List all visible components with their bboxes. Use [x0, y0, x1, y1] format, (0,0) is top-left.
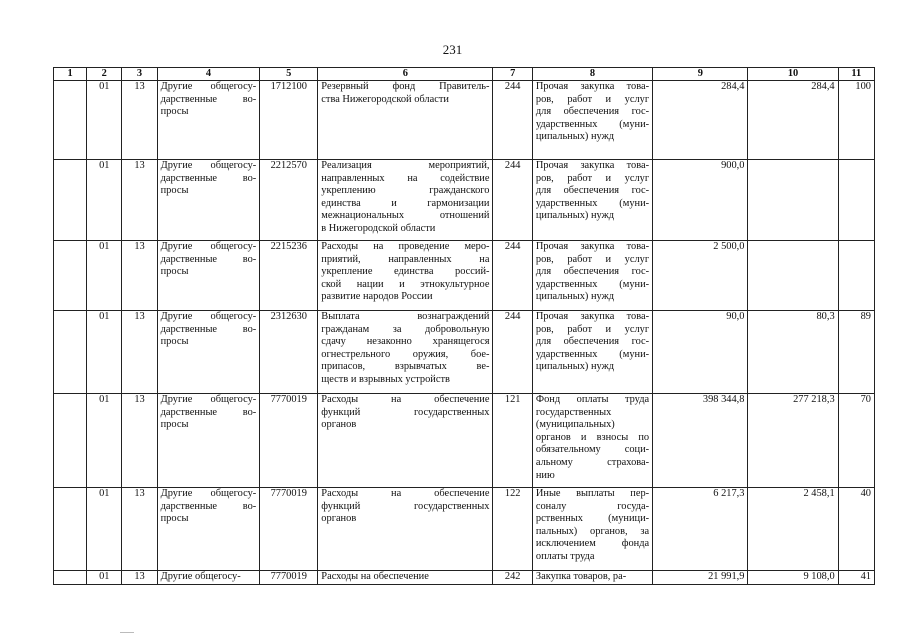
- cell-expense-code: 242: [493, 571, 532, 585]
- cell-plan-amount: 900,0: [653, 160, 748, 241]
- page-number: 231: [442, 42, 463, 57]
- cell-percent: [838, 160, 874, 241]
- cell-section: 01: [87, 81, 122, 160]
- cell-plan-amount: 21 991,9: [653, 571, 748, 585]
- cell-target-name-line: единства и гармонизации: [321, 197, 490, 209]
- cell-target-name-line: ществ и взрывных устройств: [321, 373, 450, 385]
- cell-subsection: 13: [122, 241, 157, 311]
- cell-expense-code: 244: [493, 160, 532, 241]
- cell-actual-amount: 277 218,3: [748, 394, 838, 488]
- cell-expense-name: [532, 311, 652, 394]
- cell-target-name-line: Резервный фонд Правитель-: [321, 81, 490, 92]
- cell-subsection-name: [157, 571, 260, 585]
- table-row: [54, 311, 875, 394]
- cell-expense-name-line: оплаты труда: [535, 550, 595, 562]
- cell-target-code: 7770019: [260, 571, 318, 585]
- cell-expense-name: [532, 394, 652, 488]
- cell-subsection-name-line: Другие общегосу-: [160, 488, 257, 499]
- cell-expense-name-line: ров, работ и услуг: [535, 323, 650, 335]
- cell-subsection-name-line: просы: [160, 336, 189, 348]
- cell-actual-amount: 80,3: [748, 311, 838, 394]
- cell-subsection-name-line: просы: [160, 266, 189, 278]
- cell-expense-name-line: ударственных (муни-: [535, 348, 650, 360]
- table-row: [54, 488, 875, 571]
- cell-target-name-line: сдачу незаконно хранящегося: [321, 336, 490, 348]
- cell-target-name: [318, 241, 493, 311]
- cell-expense-name-line: Прочая закупка това-: [535, 81, 650, 92]
- cell-expense-name-line: ударственных (муни-: [535, 118, 650, 130]
- cell-blank: [54, 241, 87, 311]
- scan-artifact: [120, 632, 134, 633]
- table-row: [54, 241, 875, 311]
- cell-expense-name-line: Закупка товаров, ра-: [535, 571, 627, 582]
- cell-target-name-line: функций государственных: [321, 406, 490, 418]
- cell-subsection-name-line: дарственные во-: [160, 500, 257, 512]
- cell-subsection-name-line: дарственные во-: [160, 406, 257, 418]
- cell-expense-code: 244: [493, 241, 532, 311]
- cell-subsection-name: [157, 81, 260, 160]
- cell-subsection-name: [157, 311, 260, 394]
- cell-section: 01: [87, 311, 122, 394]
- cell-target-name-line: Расходы на обеспечение: [321, 394, 490, 405]
- cell-actual-amount: 284,4: [748, 81, 838, 160]
- cell-percent: 40: [838, 488, 874, 571]
- cell-section: 01: [87, 571, 122, 585]
- cell-expense-code: 121: [493, 394, 532, 488]
- cell-subsection: 13: [122, 160, 157, 241]
- header-cell-10: 10: [748, 68, 838, 81]
- cell-expense-name-line: для обеспечения гос-: [535, 106, 650, 118]
- cell-target-name-line: межнациональных отношений: [321, 210, 490, 222]
- cell-expense-name-line: Прочая закупка това-: [535, 241, 650, 252]
- cell-blank: [54, 571, 87, 585]
- cell-expense-name-line: пальных) органов, за: [535, 525, 650, 537]
- cell-expense-name-line: (муниципальных): [535, 419, 615, 431]
- cell-subsection-name-line: просы: [160, 419, 189, 431]
- cell-expense-name-line: для обеспечения гос-: [535, 336, 650, 348]
- cell-target-name-line: огнестрельного оружия, бое-: [321, 348, 490, 360]
- cell-subsection-name: [157, 160, 260, 241]
- cell-actual-amount: 9 108,0: [748, 571, 838, 585]
- cell-subsection-name-line: дарственные во-: [160, 172, 257, 184]
- header-cell-4: 4: [157, 68, 260, 81]
- cell-actual-amount: [748, 241, 838, 311]
- cell-blank: [54, 311, 87, 394]
- cell-subsection: 13: [122, 81, 157, 160]
- cell-blank: [54, 394, 87, 488]
- cell-target-name: [318, 394, 493, 488]
- header-cell-1: 1: [54, 68, 87, 81]
- header-row: [54, 68, 875, 81]
- cell-percent: 100: [838, 81, 874, 160]
- cell-expense-name-line: ципальных) нужд: [535, 131, 615, 143]
- cell-target-code: 7770019: [260, 488, 318, 571]
- cell-section: 01: [87, 488, 122, 571]
- cell-target-name-line: функций государственных: [321, 500, 490, 512]
- header-cell-8: 8: [532, 68, 652, 81]
- cell-plan-amount: 2 500,0: [653, 241, 748, 311]
- cell-percent: [838, 241, 874, 311]
- cell-expense-name-line: Иные выплаты пер-: [535, 488, 650, 499]
- cell-expense-name: [532, 488, 652, 571]
- cell-expense-name-line: для обеспечения гос-: [535, 266, 650, 278]
- cell-target-name-line: укрепление единства россий-: [321, 266, 490, 278]
- cell-section: 01: [87, 241, 122, 311]
- cell-target-name: [318, 81, 493, 160]
- cell-expense-name-line: обязательному соци-: [535, 444, 650, 456]
- cell-target-name: [318, 160, 493, 241]
- cell-expense-name-line: ров, работ и услуг: [535, 172, 650, 184]
- cell-expense-code: 244: [493, 311, 532, 394]
- cell-expense-name-line: ров, работ и услуг: [535, 253, 650, 265]
- cell-blank: [54, 488, 87, 571]
- cell-target-code: 2312630: [260, 311, 318, 394]
- cell-expense-name-line: рственных (муници-: [535, 513, 650, 525]
- cell-expense-name-line: альному страхова-: [535, 456, 650, 468]
- cell-target-name: [318, 311, 493, 394]
- cell-expense-name-line: ципальных) нужд: [535, 361, 615, 373]
- cell-subsection-name: [157, 394, 260, 488]
- cell-plan-amount: 284,4: [653, 81, 748, 160]
- cell-target-name-line: в Нижегородской области: [321, 222, 436, 234]
- table-row: [54, 571, 875, 585]
- cell-target-name-line: развитие народов России: [321, 291, 433, 303]
- cell-expense-name-line: Прочая закупка това-: [535, 160, 650, 171]
- cell-percent: 41: [838, 571, 874, 585]
- cell-percent: 89: [838, 311, 874, 394]
- cell-subsection-name-line: дарственные во-: [160, 93, 257, 105]
- cell-plan-amount: 6 217,3: [653, 488, 748, 571]
- cell-subsection-name-line: Другие общегосу-: [160, 241, 257, 252]
- budget-table: [53, 67, 875, 585]
- cell-target-name: [318, 571, 493, 585]
- cell-section: 01: [87, 394, 122, 488]
- cell-blank: [54, 160, 87, 241]
- cell-expense-code: 244: [493, 81, 532, 160]
- cell-target-name-line: органов: [321, 513, 357, 525]
- cell-actual-amount: [748, 160, 838, 241]
- cell-target-name-line: ской нации и этнокультурное: [321, 278, 490, 290]
- cell-subsection-name-line: Другие общегосу-: [160, 394, 257, 405]
- cell-percent: 70: [838, 394, 874, 488]
- cell-target-name-line: направленных на содействие: [321, 172, 490, 184]
- cell-expense-name: [532, 241, 652, 311]
- cell-target-name-line: Расходы на обеспечение: [321, 488, 490, 499]
- cell-expense-name-line: исключением фонда: [535, 538, 650, 550]
- cell-subsection-name-line: просы: [160, 513, 189, 525]
- cell-expense-name: [532, 160, 652, 241]
- cell-expense-name: [532, 571, 652, 585]
- cell-subsection-name-line: Другие общегосу-: [160, 311, 257, 322]
- cell-target-name-line: органов: [321, 419, 357, 431]
- cell-expense-name-line: ударственных (муни-: [535, 197, 650, 209]
- cell-target-code: 2212570: [260, 160, 318, 241]
- table-row: [54, 160, 875, 241]
- cell-subsection: 13: [122, 394, 157, 488]
- cell-target-code: 2215236: [260, 241, 318, 311]
- cell-expense-name-line: органов и взносы по: [535, 431, 650, 443]
- cell-target-name-line: Выплата вознаграждений: [321, 311, 490, 322]
- cell-expense-name: [532, 81, 652, 160]
- cell-target-name-line: Расходы на обеспечение: [321, 571, 429, 582]
- cell-expense-name-line: ударственных (муни-: [535, 278, 650, 290]
- cell-subsection-name-line: просы: [160, 185, 189, 197]
- header-cell-9: 9: [653, 68, 748, 81]
- cell-expense-name-line: ципальных) нужд: [535, 210, 615, 222]
- cell-plan-amount: 90,0: [653, 311, 748, 394]
- table-row: [54, 81, 875, 160]
- cell-target-name-line: Расходы на проведение меро-: [321, 241, 490, 252]
- header-cell-3: 3: [122, 68, 157, 81]
- cell-subsection-name-line: дарственные во-: [160, 253, 257, 265]
- cell-target-name-line: приятий, направленных на: [321, 253, 490, 265]
- header-cell-6: 6: [318, 68, 493, 81]
- cell-target-name-line: гражданам за добровольную: [321, 323, 490, 335]
- cell-section: 01: [87, 160, 122, 241]
- cell-blank: [54, 81, 87, 160]
- cell-subsection: 13: [122, 488, 157, 571]
- cell-expense-name-line: для обеспечения гос-: [535, 185, 650, 197]
- cell-subsection-name-line: Другие общегосу-: [160, 81, 257, 92]
- cell-subsection-name: [157, 241, 260, 311]
- header-cell-2: 2: [87, 68, 122, 81]
- cell-subsection: 13: [122, 571, 157, 585]
- cell-target-code: 1712100: [260, 81, 318, 160]
- cell-expense-name-line: Прочая закупка това-: [535, 311, 650, 322]
- cell-subsection-name-line: просы: [160, 106, 189, 118]
- cell-expense-name-line: нию: [535, 469, 555, 481]
- cell-target-name: [318, 488, 493, 571]
- cell-subsection-name-line: дарственные во-: [160, 323, 257, 335]
- cell-actual-amount: 2 458,1: [748, 488, 838, 571]
- cell-target-name-line: ства Нижегородской области: [321, 93, 449, 105]
- cell-target-name-line: Реализация мероприятий,: [321, 160, 490, 171]
- cell-target-name-line: укреплению гражданского: [321, 185, 490, 197]
- cell-expense-name-line: ров, работ и услуг: [535, 93, 650, 105]
- cell-expense-name-line: государственных: [535, 406, 612, 418]
- cell-expense-name-line: соналу госуда-: [535, 500, 650, 512]
- cell-subsection-name-line: Другие общегосу-: [160, 160, 257, 171]
- header-cell-7: 7: [493, 68, 532, 81]
- cell-expense-code: 122: [493, 488, 532, 571]
- header-cell-5: 5: [260, 68, 318, 81]
- cell-expense-name-line: ципальных) нужд: [535, 291, 615, 303]
- cell-plan-amount: 398 344,8: [653, 394, 748, 488]
- cell-subsection-name-line: Другие общегосу-: [160, 571, 241, 582]
- cell-target-name-line: припасов, взрывчатых ве-: [321, 361, 490, 373]
- cell-expense-name-line: Фонд оплаты труда: [535, 394, 650, 405]
- cell-subsection-name: [157, 488, 260, 571]
- cell-subsection: 13: [122, 311, 157, 394]
- cell-target-code: 7770019: [260, 394, 318, 488]
- table-row: [54, 394, 875, 488]
- header-cell-11: 11: [838, 68, 874, 81]
